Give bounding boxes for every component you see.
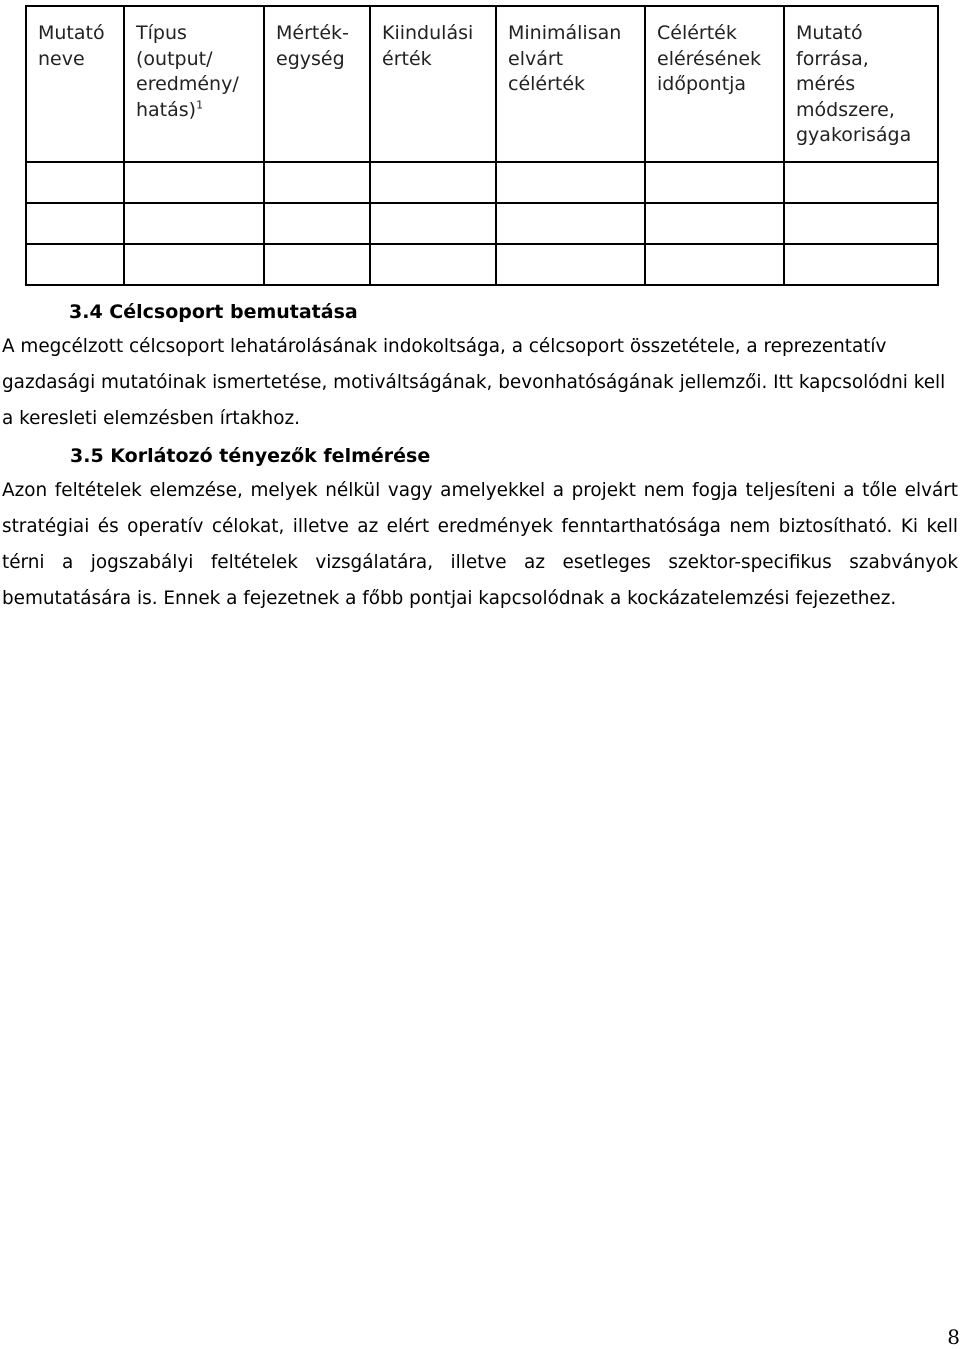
table-row bbox=[26, 244, 938, 285]
table-cell bbox=[370, 244, 496, 285]
table-body bbox=[26, 162, 938, 285]
table-cell bbox=[26, 203, 124, 244]
table-cell bbox=[645, 244, 784, 285]
table-header-cell: Minimálisan elvárt célérték bbox=[496, 6, 645, 162]
table-header-cell: Mérték- egység bbox=[264, 6, 370, 162]
table-cell bbox=[264, 244, 370, 285]
table-cell bbox=[496, 203, 645, 244]
table-cell bbox=[124, 244, 264, 285]
section-heading-3-4: 3.4 Célcsoport bemutatása bbox=[69, 301, 358, 323]
table-cell bbox=[645, 162, 784, 203]
section-paragraph-3-5: Azon feltételek elemzése, melyek nélkül vagy amelyekkel a projekt nem fogja teljesíteni a tőle elvárt stratégiai és operatív célokat, illetve az elért eredmények fenntarthatósága nem biztosítható. Ki kell térni a jogszabályi feltételek vizsgálatára, illetve az esetleges szektor-specifikus szabványok bemutatására is. Ennek a fejezetnek a főbb pontjai kapcsolódnak a kockázatelemzési fejezethez. bbox=[2, 480, 958, 609]
table-header-cell: Mutató neve bbox=[26, 6, 124, 162]
table-header-cell: Kiindulási érték bbox=[370, 6, 496, 162]
table-cell bbox=[496, 162, 645, 203]
section-heading-3-5: 3.5 Korlátozó tényezők felmérése bbox=[70, 445, 431, 467]
footnote-mark: 1 bbox=[196, 98, 204, 112]
table-cell bbox=[124, 162, 264, 203]
table-header-row bbox=[26, 6, 938, 162]
table-header-cell: Mutató forrása, mérés módszere, gyakorisága bbox=[784, 6, 938, 162]
table-cell bbox=[645, 203, 784, 244]
table-cell bbox=[370, 203, 496, 244]
table-cell bbox=[264, 203, 370, 244]
page-number: 8 bbox=[947, 1325, 960, 1349]
section-paragraph-3-4: A megcélzott célcsoport lehatárolásának indokoltsága, a célcsoport összetétele, a reprezentatív gazdasági mutatóinak ismertetése, motiváltságának, bevonhatóságának jellemzői. Itt kapcsolódni kell a keresleti elemzésben írtakhoz. bbox=[2, 336, 946, 429]
table-header-cell: Típus (output/ eredmény/ hatás)$^1$ bbox=[124, 6, 264, 162]
table-cell bbox=[496, 244, 645, 285]
table-cell bbox=[124, 203, 264, 244]
table-row bbox=[26, 203, 938, 244]
table-cell bbox=[26, 244, 124, 285]
table-header-cell: Célérték elérésének időpontja bbox=[645, 6, 784, 162]
table-cell bbox=[26, 162, 124, 203]
table-cell bbox=[264, 162, 370, 203]
table-cell bbox=[784, 244, 938, 285]
table-row bbox=[26, 162, 938, 203]
table-cell bbox=[784, 162, 938, 203]
table-cell bbox=[370, 162, 496, 203]
table-cell bbox=[784, 203, 938, 244]
indicator-table bbox=[25, 5, 939, 286]
